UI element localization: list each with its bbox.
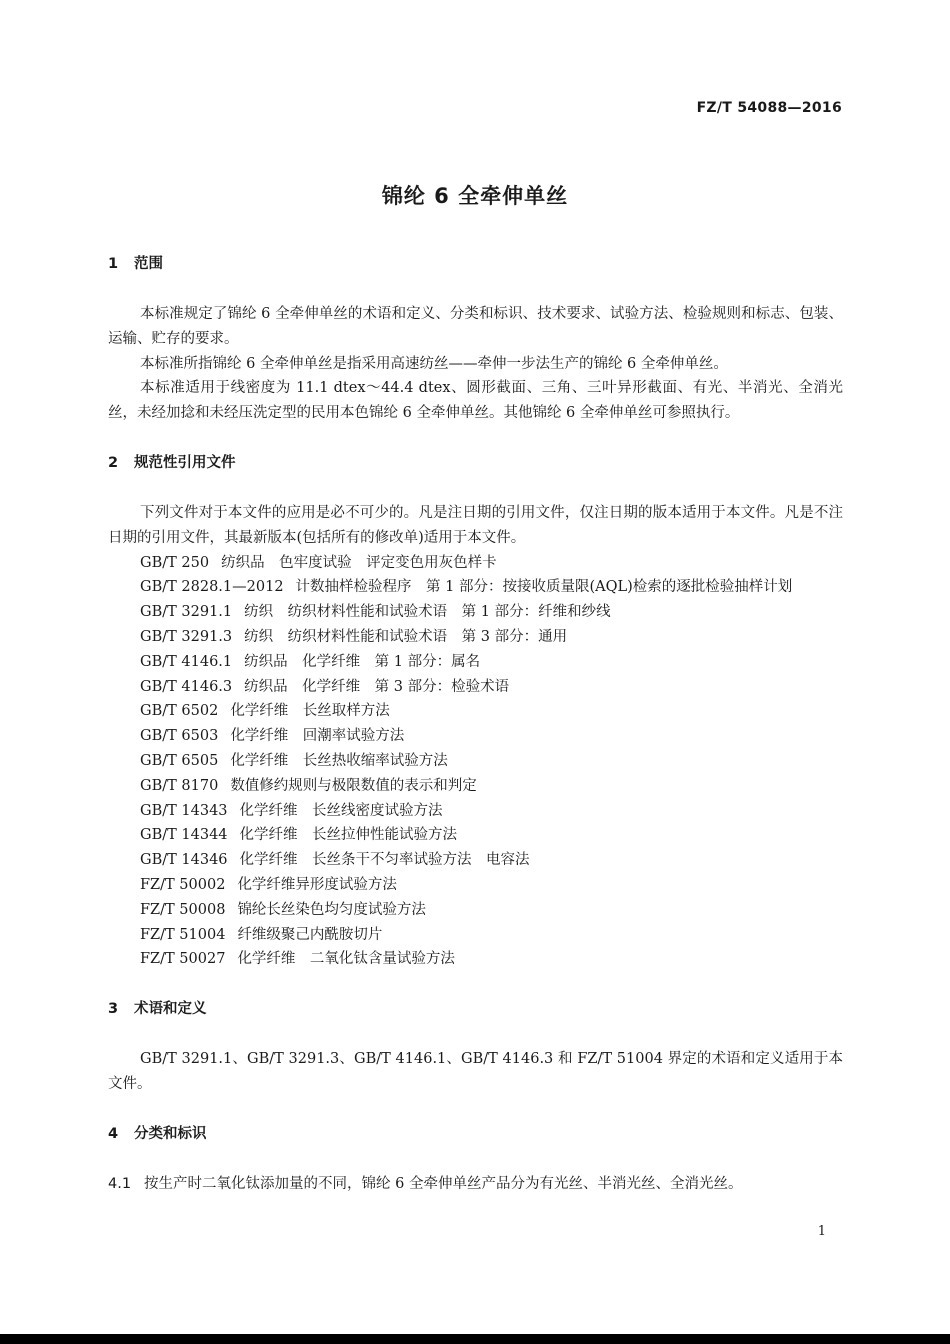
reference-item: GB/T 4146.3 纺织品 化学纤维 第 3 部分：检验术语 (140, 678, 510, 695)
section-title: 规范性引用文件 (134, 454, 236, 471)
section-title: 术语和定义 (134, 1001, 207, 1018)
clause-number: 4.1 (108, 1175, 132, 1192)
standard-code: FZ/T 54088—2016 (696, 100, 842, 116)
reference-item: FZ/T 50002 化学纤维异形度试验方法 (140, 876, 397, 893)
reference-item: GB/T 2828.1—2012 计数抽样检验程序 第 1 部分：按接收质量限(AQL)检索的逐批检验抽样计划 (140, 579, 793, 596)
document-body (108, 252, 843, 1197)
section-title: 范围 (134, 256, 163, 272)
reference-item: GB/T 14346 化学纤维 长丝条干不匀率试验方法 电容法 (140, 852, 530, 869)
reference-item: GB/T 14343 化学纤维 长丝线密度试验方法 (140, 802, 443, 819)
section-2-heading (108, 451, 843, 476)
scope-paragraph: 本标准所指锦纶 6 全牵伸单丝是指采用高速纺丝——牵伸一步法生产的锦纶 6 全牵伸单丝。 (140, 355, 728, 372)
document-title: 锦纶 6 全牵伸单丝 (381, 184, 569, 208)
reference-item: FZ/T 51004 纤维级聚己内酰胺切片 (140, 926, 383, 943)
reference-item: GB/T 6503 化学纤维 回潮率试验方法 (140, 728, 405, 745)
section-number: 2 (108, 454, 119, 471)
reference-item: GB/T 3291.1 纺织 纺织材料性能和试验术语 第 1 部分：纤维和纱线 (140, 604, 611, 621)
section-number: 1 (108, 256, 119, 272)
section-title: 分类和标识 (134, 1125, 207, 1142)
section-1-heading (108, 252, 843, 277)
reference-list (108, 551, 843, 973)
scope-paragraph: 本标准适用于线密度为 11.1 dtex～44.4 dtex、圆形截面、三角、三叶异形截面、有光、半消光、全消光丝，未经加捻和未经压洗定型的民用本色锦纶 6 全牵伸单丝。其他锦纶 6 全牵伸单丝可参照执行。 (108, 380, 843, 422)
section-3-heading (108, 997, 843, 1022)
section-4-heading (108, 1122, 843, 1147)
bottom-border (0, 1334, 950, 1344)
reference-item: GB/T 250 纺织品 色牢度试验 评定变色用灰色样卡 (140, 554, 497, 571)
terms-paragraph: GB/T 3291.1、GB/T 3291.3、GB/T 4146.1、GB/T 4146.3 和 FZ/T 51004 界定的术语和定义适用于本文件。 (108, 1051, 843, 1092)
references-intro: 下列文件对于本文件的应用是必不可少的。凡是注日期的引用文件，仅注日期的版本适用于本文件。凡是不注日期的引用文件，其最新版本(包括所有的修改单)适用于本文件。 (108, 504, 843, 546)
scope-paragraph: 本标准规定了锦纶 6 全牵伸单丝的术语和定义、分类和标识、技术要求、试验方法、检验规则和标志、包装、运输、贮存的要求。 (108, 306, 843, 347)
section-number: 4 (108, 1125, 119, 1142)
page-number: 1 (817, 1224, 826, 1239)
reference-item: GB/T 6502 化学纤维 长丝取样方法 (140, 703, 390, 720)
clause-text: 按生产时二氧化钛添加量的不同，锦纶 6 全牵伸单丝产品分为有光丝、半消光丝、全消光丝。 (144, 1175, 743, 1192)
reference-item: GB/T 4146.1 纺织品 化学纤维 第 1 部分：属名 (140, 653, 481, 670)
reference-item: GB/T 14344 化学纤维 长丝拉伸性能试验方法 (140, 827, 458, 844)
clause-4-1 (108, 1172, 843, 1197)
section-number: 3 (108, 1001, 119, 1018)
reference-item: FZ/T 50008 锦纶长丝染色均匀度试验方法 (140, 901, 426, 918)
reference-item: GB/T 8170 数值修约规则与极限数值的表示和判定 (140, 777, 477, 794)
reference-item: GB/T 3291.3 纺织 纺织材料性能和试验术语 第 3 部分：通用 (140, 628, 568, 645)
reference-item: GB/T 6505 化学纤维 长丝热收缩率试验方法 (140, 752, 448, 769)
reference-item: FZ/T 50027 化学纤维 二氧化钛含量试验方法 (140, 951, 455, 968)
